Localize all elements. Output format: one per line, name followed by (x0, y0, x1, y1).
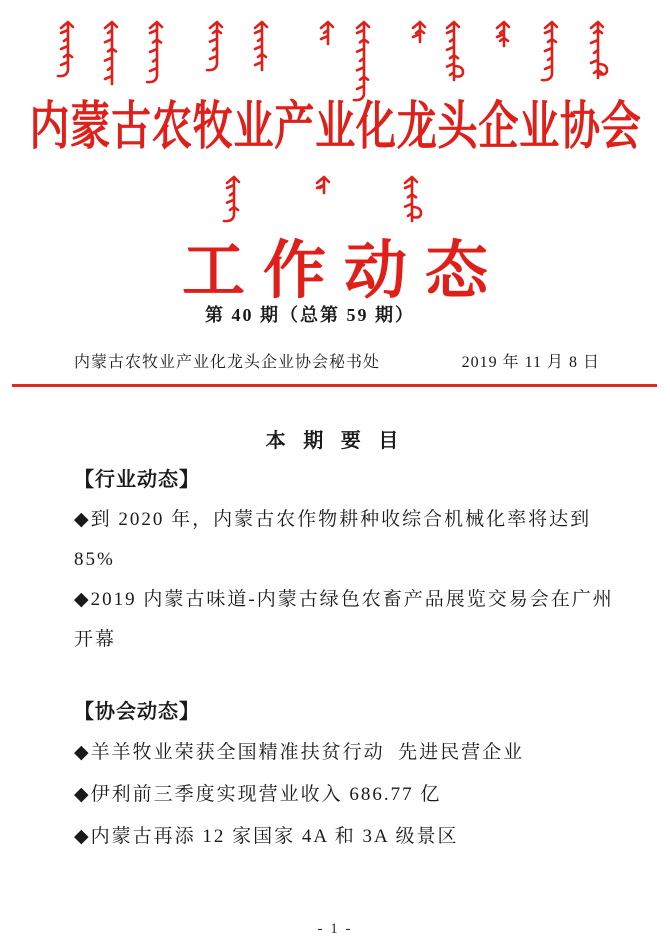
toc-item-line: ◆到 2020 年，内蒙古农作物耕种收综合机械化率将达到 85% (74, 509, 598, 570)
issue-number: 第 40 期（总第 59 期） (205, 305, 415, 325)
mongolian-word-icon (492, 18, 516, 56)
mongolian-word-icon (222, 173, 246, 225)
section-heading: 【协会动态】 (74, 701, 200, 723)
section-association-news (74, 692, 616, 858)
mongolian-word-icon (250, 18, 274, 80)
red-divider-rule (12, 384, 657, 387)
mongolian-word-icon (586, 18, 610, 88)
mongolian-word-icon (408, 18, 432, 52)
mongolian-word-icon (312, 173, 336, 203)
section-industry-news (74, 460, 616, 660)
main-title-row (0, 220, 670, 311)
page-number: - 1 - (317, 921, 353, 937)
toc-title: 本 期 要 目 (265, 430, 405, 452)
organization-name: 内蒙古农牧业产业化龙头企业协会 (28, 99, 642, 156)
mongolian-word-icon (145, 18, 169, 86)
org-title-row (0, 84, 670, 159)
toc-body (74, 460, 616, 858)
publisher-name: 内蒙古农牧业产业化龙头企业协会秘书处 (74, 354, 381, 371)
publish-date: 2019 年 11 月 8 日 (461, 354, 600, 371)
meta-row (74, 349, 600, 372)
mongolian-word-icon (100, 18, 124, 94)
mongolian-word-icon (56, 18, 80, 80)
toc-item-line: ◆羊羊牧业荣获全国精准扶贫行动 先进民营企业 (74, 742, 525, 763)
mongolian-word-icon (316, 18, 340, 54)
mongolian-word-icon (442, 18, 466, 90)
mongolian-word-icon (205, 18, 229, 74)
toc-item-line: ◆伊利前三季度实现营业收入 686.77 亿 (74, 784, 442, 805)
toc-item-line: ◆内蒙古再添 12 家国家 4A 和 3A 级景区 (74, 826, 459, 847)
section-heading: 【行业动态】 (74, 469, 200, 491)
toc-item-line-continuation: 开幕 (74, 629, 117, 650)
bulletin-title: 工作动态 (182, 236, 506, 306)
toc-item-line: ◆2019 内蒙古味道-内蒙古绿色农畜产品展览交易会在广州 (74, 589, 614, 610)
mongolian-word-icon (540, 18, 564, 84)
